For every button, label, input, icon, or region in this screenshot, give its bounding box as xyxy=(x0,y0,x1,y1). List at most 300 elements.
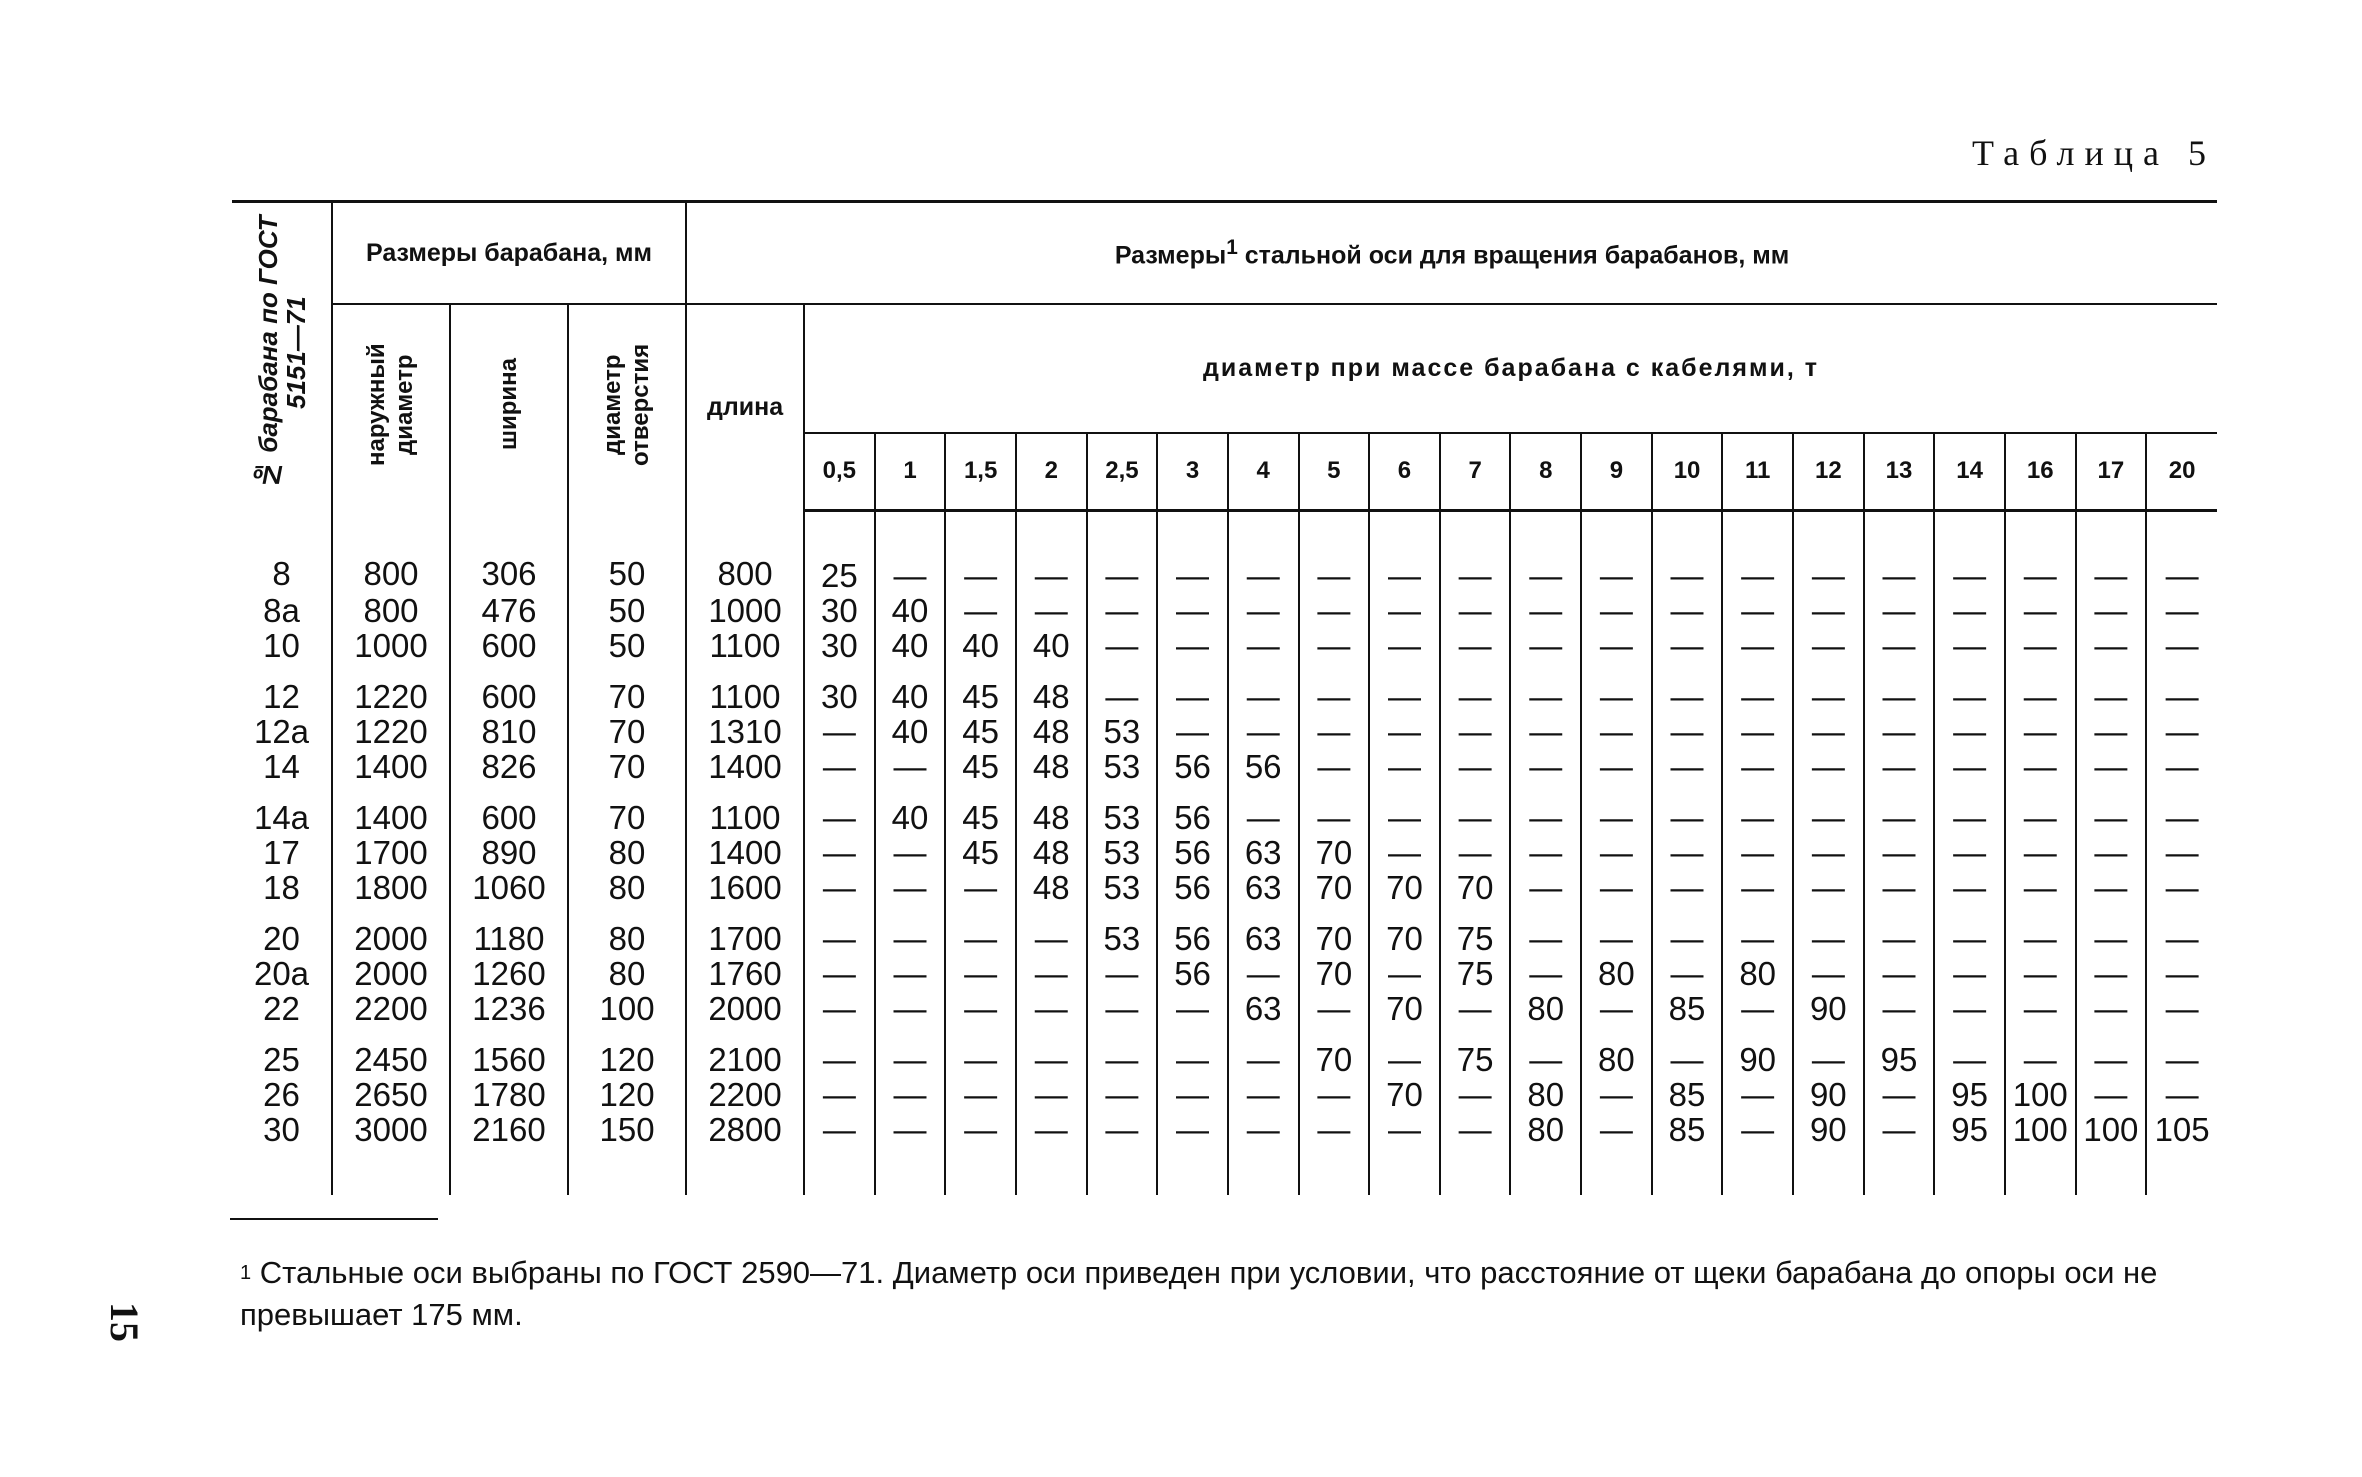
length-cell: 1100 xyxy=(686,628,804,663)
axis-diameter-cell: — xyxy=(1440,714,1511,749)
axis-diameter-cell: — xyxy=(1581,991,1652,1026)
axis-diameter-cell: 53 xyxy=(1087,870,1158,905)
axis-diameter-cell: — xyxy=(1299,663,1370,714)
axis-diameter-cell: — xyxy=(2005,991,2076,1026)
axis-diameter-cell: — xyxy=(1299,510,1370,593)
axis-diameter-cell: 70 xyxy=(1299,905,1370,956)
length-cell: 2200 xyxy=(686,1077,804,1112)
axis-diameter-cell: — xyxy=(1722,749,1793,784)
axis-diameter-cell: 40 xyxy=(875,593,946,628)
axis-diameter-cell: — xyxy=(875,749,946,784)
axis-diameter-cell: — xyxy=(1299,714,1370,749)
axis-diameter-cell: — xyxy=(1652,905,1723,956)
axis-diameter-cell: — xyxy=(804,749,875,784)
axis-diameter-cell: — xyxy=(1087,1026,1158,1077)
axis-diameter-cell: — xyxy=(1793,714,1864,749)
table-row xyxy=(232,714,2217,749)
axis-diameter-cell: 70 xyxy=(1299,835,1370,870)
hole-diameter-cell: 70 xyxy=(568,784,686,835)
axis-diameter-cell: 48 xyxy=(1016,663,1087,714)
axis-diameter-cell: — xyxy=(2076,628,2147,663)
width-cell: 826 xyxy=(450,749,568,784)
axis-diameter-cell: — xyxy=(1581,628,1652,663)
axis-diameter-cell: 40 xyxy=(875,628,946,663)
axis-diameter-cell: 48 xyxy=(1016,835,1087,870)
axis-diameter-cell: — xyxy=(1299,991,1370,1026)
axis-diameter-cell: — xyxy=(2005,905,2076,956)
axis-diameter-cell: — xyxy=(2076,784,2147,835)
axis-diameter-cell: — xyxy=(1369,1112,1440,1195)
axis-diameter-cell: — xyxy=(945,593,1016,628)
axis-diameter-cell: 90 xyxy=(1793,1112,1864,1195)
axis-diameter-cell: 63 xyxy=(1228,991,1299,1026)
axis-diameter-cell: — xyxy=(1864,956,1935,991)
axis-diameter-cell: — xyxy=(2076,663,2147,714)
axis-diameter-cell: — xyxy=(1228,1077,1299,1112)
axis-diameter-cell: — xyxy=(1934,714,2005,749)
axis-diameter-cell: — xyxy=(1510,1026,1581,1077)
axis-diameter-cell: — xyxy=(1934,749,2005,784)
axis-diameter-cell: 70 xyxy=(1369,1077,1440,1112)
axis-diameter-cell: 70 xyxy=(1299,956,1370,991)
hole-diameter-cell: 100 xyxy=(568,991,686,1026)
axis-diameter-cell: 25 xyxy=(804,510,875,593)
axis-diameter-cell: 45 xyxy=(945,749,1016,784)
axis-diameter-cell: — xyxy=(1087,510,1158,593)
axis-diameter-cell: 63 xyxy=(1228,870,1299,905)
axis-diameter-cell: — xyxy=(1016,510,1087,593)
axis-diameter-cell: — xyxy=(2076,835,2147,870)
axis-diameter-cell: — xyxy=(804,1112,875,1195)
axis-diameter-cell: — xyxy=(945,991,1016,1026)
axis-diameter-cell: 56 xyxy=(1157,956,1228,991)
axis-diameter-cell: — xyxy=(1864,663,1935,714)
axis-diameter-cell: 70 xyxy=(1369,870,1440,905)
axis-diameter-cell: — xyxy=(1087,1077,1158,1112)
axis-diameter-cell: — xyxy=(1087,1112,1158,1195)
axis-diameter-cell: — xyxy=(1793,593,1864,628)
axis-diameter-cell: 45 xyxy=(945,663,1016,714)
axis-diameter-cell: 30 xyxy=(804,663,875,714)
axis-diameter-cell: — xyxy=(2076,593,2147,628)
axis-diameter-cell: — xyxy=(1864,1112,1935,1195)
hole-diameter-cell: 70 xyxy=(568,749,686,784)
outer-diameter-cell: 2650 xyxy=(332,1077,450,1112)
axis-diameter-cell: 40 xyxy=(875,714,946,749)
axis-diameter-cell: — xyxy=(1722,905,1793,956)
axis-diameter-cell: — xyxy=(1157,663,1228,714)
axis-diameter-cell: — xyxy=(1299,593,1370,628)
length-cell: 1760 xyxy=(686,956,804,991)
axis-diameter-cell: — xyxy=(2005,593,2076,628)
axis-diameter-cell: 70 xyxy=(1369,991,1440,1026)
axis-diameter-cell: — xyxy=(1228,663,1299,714)
width-cell: 810 xyxy=(450,714,568,749)
axis-diameter-cell: — xyxy=(2005,1026,2076,1077)
axis-diameter-cell: — xyxy=(1864,628,1935,663)
outer-diameter-cell: 2000 xyxy=(332,956,450,991)
width-cell: 1236 xyxy=(450,991,568,1026)
axis-diameter-cell: 63 xyxy=(1228,905,1299,956)
axis-diameter-cell: — xyxy=(1652,956,1723,991)
axis-diameter-cell: — xyxy=(804,1026,875,1077)
axis-diameter-cell: — xyxy=(1934,628,2005,663)
axis-diameter-cell: — xyxy=(1369,628,1440,663)
header-mass-19: 20 xyxy=(2146,433,2217,511)
axis-diameter-cell: — xyxy=(1440,628,1511,663)
axis-diameter-cell: — xyxy=(1934,510,2005,593)
axis-diameter-cell: — xyxy=(1016,905,1087,956)
axis-diameter-cell: — xyxy=(1793,870,1864,905)
header-mass-10: 8 xyxy=(1510,433,1581,511)
axis-diameter-cell: — xyxy=(2076,510,2147,593)
axis-diameter-cell: — xyxy=(2076,749,2147,784)
axis-diameter-cell: — xyxy=(2005,835,2076,870)
outer-diameter-cell: 1400 xyxy=(332,749,450,784)
axis-diameter-cell: — xyxy=(2005,628,2076,663)
axis-diameter-cell: 40 xyxy=(875,784,946,835)
table-row xyxy=(232,1112,2217,1195)
width-cell: 1780 xyxy=(450,1077,568,1112)
axis-diameter-cell: — xyxy=(1934,991,2005,1026)
axis-diameter-cell: — xyxy=(2146,1077,2217,1112)
axis-diameter-cell: — xyxy=(1016,593,1087,628)
axis-diameter-cell: — xyxy=(1299,784,1370,835)
axis-diameter-cell: — xyxy=(2076,1077,2147,1112)
axis-diameter-cell: — xyxy=(1934,835,2005,870)
axis-diameter-cell: — xyxy=(1722,991,1793,1026)
axis-diameter-cell: — xyxy=(1440,593,1511,628)
width-cell: 2160 xyxy=(450,1112,568,1195)
outer-diameter-cell: 1800 xyxy=(332,870,450,905)
axis-diameter-cell: — xyxy=(1793,510,1864,593)
axis-diameter-cell: 56 xyxy=(1228,749,1299,784)
axis-diameter-cell: — xyxy=(1299,1112,1370,1195)
drum-number-cell: 20а xyxy=(232,956,332,991)
axis-diameter-cell: — xyxy=(945,1077,1016,1112)
table-row xyxy=(232,870,2217,905)
axis-diameter-cell: — xyxy=(875,510,946,593)
length-cell: 1400 xyxy=(686,749,804,784)
axis-diameter-cell: — xyxy=(1369,1026,1440,1077)
axis-diameter-cell: — xyxy=(945,1112,1016,1195)
axis-diameter-cell: — xyxy=(2146,1026,2217,1077)
axis-diameter-cell: 56 xyxy=(1157,870,1228,905)
axis-diameter-cell: — xyxy=(1581,905,1652,956)
axis-diameter-cell: — xyxy=(1722,784,1793,835)
drum-number-cell: 10 xyxy=(232,628,332,663)
header-mass-5: 3 xyxy=(1157,433,1228,511)
axis-diameter-cell: 53 xyxy=(1087,835,1158,870)
drum-number-cell: 8 xyxy=(232,510,332,593)
axis-diameter-cell: 40 xyxy=(875,663,946,714)
outer-diameter-cell: 2000 xyxy=(332,905,450,956)
axis-diameter-cell: 48 xyxy=(1016,749,1087,784)
footnote: $^1$ Стальные оси выбраны по ГОСТ 2590—71. Диаметр оси приведен при условии, что расстояние от щеки барабана до опоры оси не превышает 175 мм. xyxy=(240,1255,2158,1332)
axis-diameter-cell: — xyxy=(1228,784,1299,835)
header-width: ширина xyxy=(450,304,568,510)
axis-diameter-cell: — xyxy=(804,991,875,1026)
axis-diameter-cell: — xyxy=(1510,835,1581,870)
axis-diameter-cell: — xyxy=(2146,905,2217,956)
axis-diameter-cell: 95 xyxy=(1934,1077,2005,1112)
outer-diameter-cell: 1000 xyxy=(332,628,450,663)
header-mass-17: 16 xyxy=(2005,433,2076,511)
length-cell: 1000 xyxy=(686,593,804,628)
axis-diameter-cell: — xyxy=(1440,835,1511,870)
header-diameter-by-mass: диаметр при массе барабана с кабелями, т xyxy=(804,304,2217,433)
drum-number-cell: 30 xyxy=(232,1112,332,1195)
axis-diameter-cell: 53 xyxy=(1087,714,1158,749)
axis-diameter-cell: — xyxy=(2005,870,2076,905)
axis-diameter-cell: — xyxy=(1652,749,1723,784)
axis-diameter-cell: — xyxy=(2076,1026,2147,1077)
axis-diameter-cell: 100 xyxy=(2005,1077,2076,1112)
outer-diameter-cell: 1700 xyxy=(332,835,450,870)
axis-diameter-cell: 80 xyxy=(1510,1077,1581,1112)
axis-diameter-cell: — xyxy=(1581,593,1652,628)
axis-diameter-cell: — xyxy=(1157,628,1228,663)
table-row xyxy=(232,1026,2217,1077)
page-number: 15 xyxy=(102,1302,147,1342)
header-mass-12: 10 xyxy=(1652,433,1723,511)
hole-diameter-cell: 150 xyxy=(568,1112,686,1195)
axis-diameter-cell: — xyxy=(1369,663,1440,714)
axis-diameter-cell: — xyxy=(1934,870,2005,905)
header-mass-1: 1 xyxy=(875,433,946,511)
axis-diameter-cell: — xyxy=(945,510,1016,593)
axis-diameter-cell: — xyxy=(1652,510,1723,593)
length-cell: 1600 xyxy=(686,870,804,905)
axis-diameter-cell: — xyxy=(945,870,1016,905)
drum-number-cell: 20 xyxy=(232,905,332,956)
axis-diameter-cell: — xyxy=(1087,991,1158,1026)
axis-diameter-cell: — xyxy=(1510,956,1581,991)
header-mass-9: 7 xyxy=(1440,433,1511,511)
header-mass-16: 14 xyxy=(1934,433,2005,511)
table-row xyxy=(232,1077,2217,1112)
length-cell: 2000 xyxy=(686,991,804,1026)
length-cell: 800 xyxy=(686,510,804,593)
axis-diameter-cell: 48 xyxy=(1016,714,1087,749)
axis-diameter-cell: — xyxy=(1157,510,1228,593)
header-mass-2: 1,5 xyxy=(945,433,1016,511)
axis-diameter-cell: 45 xyxy=(945,714,1016,749)
axis-diameter-cell: 80 xyxy=(1510,1112,1581,1195)
axis-diameter-cell: 30 xyxy=(804,593,875,628)
axis-diameter-cell: — xyxy=(945,1026,1016,1077)
hole-diameter-cell: 50 xyxy=(568,593,686,628)
axis-diameter-cell: — xyxy=(1864,1077,1935,1112)
axis-diameter-cell: — xyxy=(1864,749,1935,784)
axis-diameter-cell: — xyxy=(1510,628,1581,663)
width-cell: 306 xyxy=(450,510,568,593)
axis-diameter-cell: — xyxy=(945,956,1016,991)
hole-diameter-cell: 80 xyxy=(568,835,686,870)
table-row xyxy=(232,510,2217,593)
axis-diameter-cell: 56 xyxy=(1157,835,1228,870)
axis-diameter-cell: — xyxy=(1864,991,1935,1026)
width-cell: 600 xyxy=(450,628,568,663)
outer-diameter-cell: 1400 xyxy=(332,784,450,835)
axis-diameter-cell: — xyxy=(2076,991,2147,1026)
axis-diameter-cell: — xyxy=(804,714,875,749)
axis-diameter-cell: — xyxy=(1581,784,1652,835)
axis-diameter-cell: — xyxy=(1228,1112,1299,1195)
axis-diameter-cell: 45 xyxy=(945,835,1016,870)
axis-diameter-cell: — xyxy=(1934,784,2005,835)
axis-diameter-cell: 30 xyxy=(804,628,875,663)
axis-diameter-cell: — xyxy=(2005,663,2076,714)
width-cell: 1260 xyxy=(450,956,568,991)
axis-diameter-cell: — xyxy=(1299,749,1370,784)
drum-number-cell: 17 xyxy=(232,835,332,870)
axis-diameter-cell: — xyxy=(1157,714,1228,749)
header-drum-number: № барабана по ГОСТ 5151—71 xyxy=(232,202,332,511)
length-cell: 1100 xyxy=(686,784,804,835)
axis-diameter-cell: — xyxy=(1369,510,1440,593)
table-row xyxy=(232,663,2217,714)
axis-diameter-cell: — xyxy=(1864,905,1935,956)
axis-diameter-cell: — xyxy=(1299,1077,1370,1112)
axis-diameter-cell: 95 xyxy=(1864,1026,1935,1077)
axis-diameter-cell: — xyxy=(1016,991,1087,1026)
axis-diameter-cell: — xyxy=(1440,784,1511,835)
axis-diameter-cell: 90 xyxy=(1793,991,1864,1026)
header-mass-13: 11 xyxy=(1722,433,1793,511)
axis-diameter-cell: — xyxy=(1652,628,1723,663)
axis-diameter-cell: — xyxy=(1016,1026,1087,1077)
axis-diameter-cell: — xyxy=(1652,593,1723,628)
axis-diameter-cell: — xyxy=(2146,991,2217,1026)
axis-diameter-cell: 56 xyxy=(1157,749,1228,784)
axis-diameter-cell: — xyxy=(1369,784,1440,835)
axis-diameter-cell: 100 xyxy=(2005,1112,2076,1195)
axis-diameter-cell: 90 xyxy=(1793,1077,1864,1112)
axis-diameter-cell: — xyxy=(1440,510,1511,593)
axis-diameter-cell: — xyxy=(875,905,946,956)
axis-diameter-cell: — xyxy=(1157,1112,1228,1195)
axis-diameter-cell: — xyxy=(2076,714,2147,749)
axis-diameter-cell: — xyxy=(1793,835,1864,870)
axis-diameter-cell: — xyxy=(1793,749,1864,784)
axis-diameter-cell: — xyxy=(2146,956,2217,991)
table-row xyxy=(232,749,2217,784)
axis-diameter-cell: — xyxy=(2146,628,2217,663)
header-axis-sizes: Размеры$^1$ стальной оси для вращения барабанов, мм xyxy=(686,202,2217,305)
axis-diameter-cell: — xyxy=(1722,510,1793,593)
length-cell: 1310 xyxy=(686,714,804,749)
axis-diameter-cell: — xyxy=(1228,956,1299,991)
axis-diameter-cell: — xyxy=(1864,870,1935,905)
axis-diameter-cell: — xyxy=(875,835,946,870)
header-hole-diameter: диаметр отверстия xyxy=(568,304,686,510)
outer-diameter-cell: 3000 xyxy=(332,1112,450,1195)
axis-diameter-cell: — xyxy=(1934,905,2005,956)
axis-diameter-cell: — xyxy=(1510,714,1581,749)
axis-diameter-cell: — xyxy=(945,905,1016,956)
axis-diameter-cell: 53 xyxy=(1087,749,1158,784)
axis-diameter-cell: 70 xyxy=(1440,870,1511,905)
hole-diameter-cell: 50 xyxy=(568,510,686,593)
axis-diameter-cell: — xyxy=(2005,749,2076,784)
axis-diameter-cell: — xyxy=(2146,784,2217,835)
width-cell: 600 xyxy=(450,663,568,714)
outer-diameter-cell: 2200 xyxy=(332,991,450,1026)
axis-diameter-cell: — xyxy=(2005,784,2076,835)
hole-diameter-cell: 50 xyxy=(568,628,686,663)
axis-diameter-cell: — xyxy=(1581,714,1652,749)
axis-diameter-cell: — xyxy=(2076,870,2147,905)
header-mass-7: 5 xyxy=(1299,433,1370,511)
length-cell: 2100 xyxy=(686,1026,804,1077)
axis-diameter-cell: 56 xyxy=(1157,784,1228,835)
axis-diameter-cell: — xyxy=(1864,714,1935,749)
axis-diameter-cell: — xyxy=(1440,663,1511,714)
axis-diameter-cell: — xyxy=(875,1112,946,1195)
axis-diameter-cell: 70 xyxy=(1369,905,1440,956)
axis-diameter-cell: — xyxy=(1934,1026,2005,1077)
axis-diameter-cell: — xyxy=(1440,749,1511,784)
axis-diameter-cell: — xyxy=(1864,784,1935,835)
axis-diameter-cell: — xyxy=(1581,1112,1652,1195)
hole-diameter-cell: 80 xyxy=(568,870,686,905)
axis-diameter-cell: 63 xyxy=(1228,835,1299,870)
axis-diameter-cell: — xyxy=(875,1077,946,1112)
axis-diameter-cell: — xyxy=(1157,991,1228,1026)
header-mass-18: 17 xyxy=(2076,433,2147,511)
header-mass-15: 13 xyxy=(1864,433,1935,511)
axis-diameter-cell: — xyxy=(1087,593,1158,628)
axis-diameter-cell: — xyxy=(1722,663,1793,714)
axis-diameter-cell: — xyxy=(1581,1077,1652,1112)
axis-diameter-cell: 48 xyxy=(1016,870,1087,905)
axis-diameter-cell: — xyxy=(1369,956,1440,991)
header-length: длина xyxy=(686,304,804,510)
axis-diameter-cell: 75 xyxy=(1440,956,1511,991)
axis-diameter-cell: — xyxy=(1722,1112,1793,1195)
axis-diameter-cell: — xyxy=(2146,510,2217,593)
axis-diameter-cell: — xyxy=(1581,835,1652,870)
axis-diameter-cell: — xyxy=(1581,663,1652,714)
length-cell: 1100 xyxy=(686,663,804,714)
axis-diameter-cell: 85 xyxy=(1652,991,1723,1026)
axis-diameter-cell: 80 xyxy=(1581,1026,1652,1077)
hole-diameter-cell: 70 xyxy=(568,714,686,749)
hole-diameter-cell: 120 xyxy=(568,1077,686,1112)
axis-diameter-cell: — xyxy=(1369,749,1440,784)
axis-diameter-cell: 90 xyxy=(1722,1026,1793,1077)
axis-diameter-cell: — xyxy=(2146,870,2217,905)
axis-diameter-cell: — xyxy=(1510,905,1581,956)
axis-diameter-cell: — xyxy=(1440,1077,1511,1112)
axis-diameter-cell: — xyxy=(1722,835,1793,870)
axis-diameter-cell: — xyxy=(1510,749,1581,784)
axis-diameter-cell: — xyxy=(875,870,946,905)
drum-number-cell: 14 xyxy=(232,749,332,784)
axis-diameter-cell: — xyxy=(2146,714,2217,749)
axis-diameter-cell: — xyxy=(804,870,875,905)
drum-number-cell: 8а xyxy=(232,593,332,628)
axis-diameter-cell: — xyxy=(1864,835,1935,870)
axis-diameter-cell: 80 xyxy=(1510,991,1581,1026)
footnote-separator xyxy=(230,1218,438,1220)
axis-diameter-cell: — xyxy=(1864,510,1935,593)
axis-diameter-cell: — xyxy=(875,991,946,1026)
width-cell: 600 xyxy=(450,784,568,835)
axis-diameter-cell: 40 xyxy=(1016,628,1087,663)
axis-diameter-cell: — xyxy=(1228,510,1299,593)
